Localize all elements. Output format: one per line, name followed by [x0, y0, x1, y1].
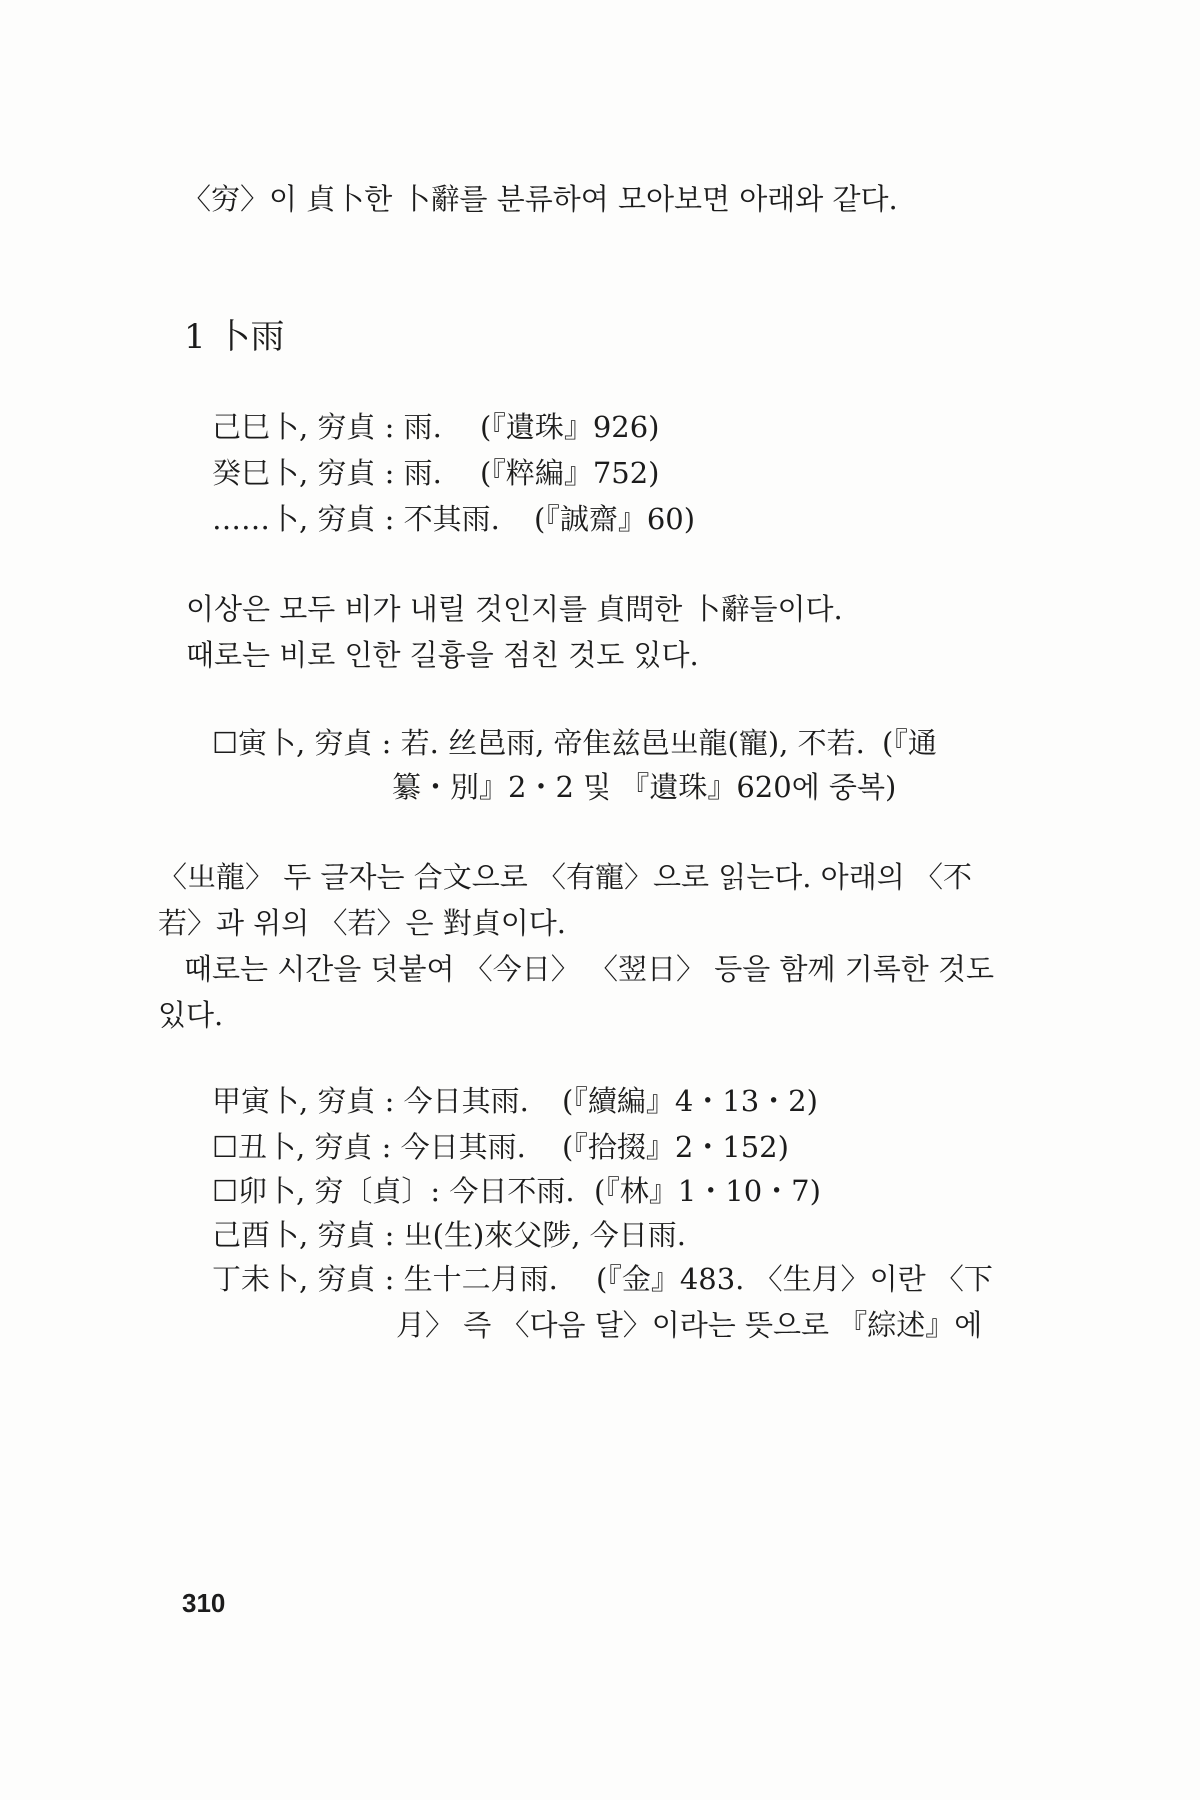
- inscription-ref-continued: 月〉 즉 〈다음 달〉이라는 뜻으로 『綜述』에: [396, 1308, 983, 1342]
- inscription-line: 己巳卜, 穷貞 : 雨.: [212, 410, 442, 444]
- paragraph-line: 있다.: [158, 998, 224, 1032]
- paragraph-line: 이상은 모두 비가 내릴 것인지를 貞問한 卜辭들이다.: [186, 592, 843, 626]
- inscription-ref: (『粹編』752): [480, 456, 660, 490]
- paragraph-line: 때로는 시간을 덧붙여 〈今日〉 〈翌日〉 등을 함께 기록한 것도: [184, 952, 994, 986]
- inscription-ref-continued: 纂・別』2・2 및 『遺珠』620에 중복): [392, 770, 897, 804]
- inscription-ref: (『續編』4・13・2): [562, 1084, 818, 1118]
- inscription-ref: (『誠齋』60): [534, 502, 696, 536]
- page-number: 310: [182, 1588, 226, 1618]
- inscription-ref: (『遺珠』926): [480, 410, 660, 444]
- inscription-ref: (『金』483. 〈生月〉이란 〈下: [596, 1262, 993, 1296]
- paragraph-line: 때로는 비로 인한 길흉을 점친 것도 있다.: [186, 638, 699, 672]
- inscription-line: 癸巳卜, 穷貞 : 雨.: [212, 456, 442, 490]
- inscription-ref: (『通: [882, 726, 937, 760]
- section-heading: 1 卜雨: [184, 317, 285, 357]
- inscription-line: 己酉卜, 穷貞 : 㞢(生)來父陟, 今日雨.: [212, 1218, 686, 1252]
- inscription-line: ☐丑卜, 穷貞 : 今日其雨.: [212, 1130, 526, 1164]
- inscription-ref: (『拾掇』2・152): [562, 1130, 789, 1164]
- inscription-line: ……卜, 穷貞 : 不其雨.: [212, 502, 500, 536]
- inscription-line: 丁未卜, 穷貞 : 生十二月雨.: [212, 1262, 558, 1296]
- paragraph-line: 若〉과 위의 〈若〉은 對貞이다.: [158, 906, 566, 940]
- inscription-line: ☐寅卜, 穷貞 : 若. 丝邑雨, 帝隹兹邑㞢龍(寵), 不若.: [212, 726, 865, 760]
- inscription-ref: (『林』1・10・7): [594, 1174, 821, 1208]
- paragraph-line: 〈㞢龍〉 두 글자는 合文으로 〈有寵〉으로 읽는다. 아래의 〈不: [158, 860, 972, 894]
- inscription-line: 甲寅卜, 穷貞 : 今日其雨.: [212, 1084, 529, 1118]
- inscription-line: ☐卯卜, 穷〔貞〕: 今日不雨.: [212, 1174, 575, 1208]
- intro-text: 〈穷〉이 貞卜한 卜辭를 분류하여 모아보면 아래와 같다.: [182, 182, 898, 216]
